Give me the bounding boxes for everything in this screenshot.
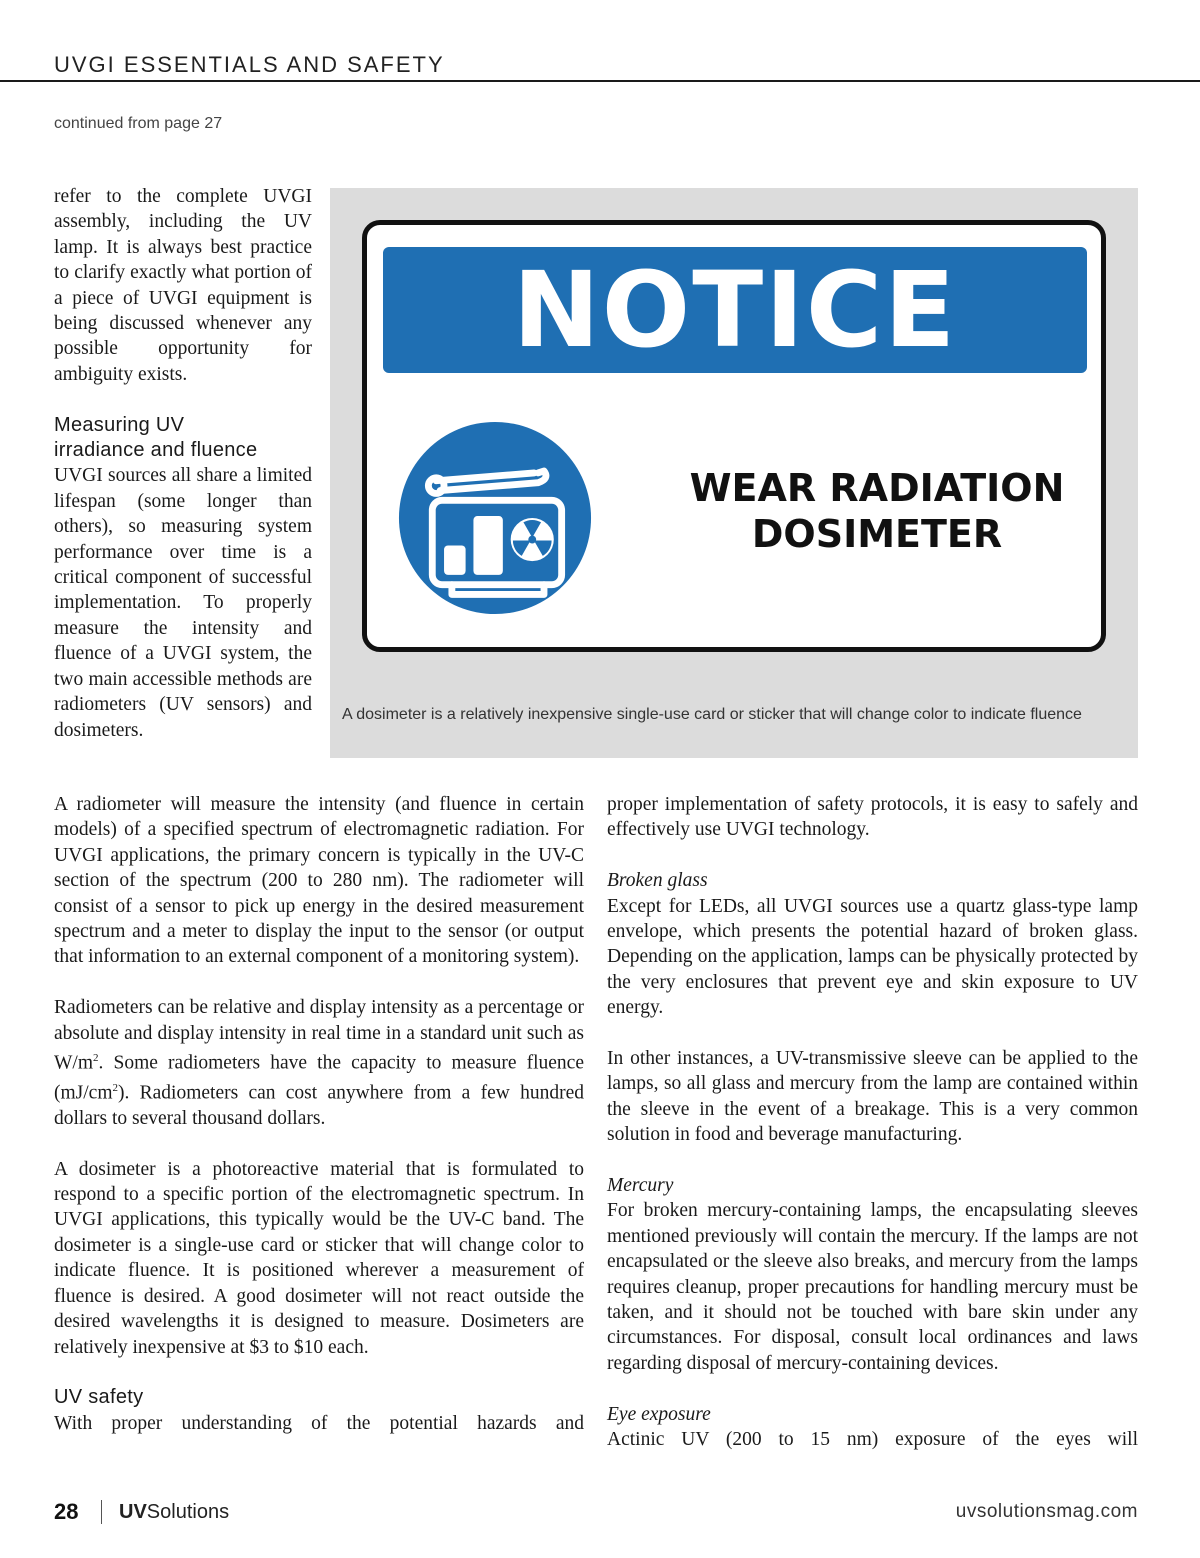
measuring-heading-line2: irradiance and fluence	[54, 439, 258, 462]
notice-sign	[362, 220, 1106, 652]
footer-brand: UVSolutions	[119, 1501, 230, 1523]
uv-safety-heading: UV safety	[54, 1386, 144, 1409]
dosimeter-paragraph: A dosimeter is a photoreactive material that is formulated to respond to a specific portion of the electromagnetic spectrum. In UVGI applications, this typically would be the UV-C band. The dosimeter is a single-use card or sticker that will change color to indicate fluence. It is positioned wherever a measurement of fluence is desired. A good dosimeter will not react outside the desired wavelengths it is designed to measure. Dosimeters are relatively inexpensive at $3 to $10 each.	[54, 1158, 584, 1358]
broken-glass-paragraph-1: Except for LEDs, all UVGI sources use a quartz glass-type lamp envelope, which presents the potential hazard of broken glass. Depending on the application, lamps can be physically protected by the very enclosures that prevent eye and skin exposure to UV energy.	[607, 895, 1138, 1019]
notice-banner-text: NOTICE	[512, 249, 958, 371]
measuring-paragraph: UVGI sources all share a limited lifespan (some longer than others), so measuring system performance over time is a critical component of successful implementation. To properly measure the intensity and fluence of a UVGI system, the two main accessible methods are radiometers (UV sensors) and dosimeters.	[54, 465, 312, 741]
broken-glass-paragraph-2: In other instances, a UV-transmissive sleeve can be applied to the lamps, so all glass and mercury from the lamp are contained within the sleeve in the event of a breakage. This is a very common solution in food and beverage manufacturing.	[607, 1048, 1138, 1146]
uv-safety-paragraph: With proper understanding of the potential hazards and	[54, 1412, 584, 1434]
radiometer-paragraph: A radiometer will measure the intensity (and fluence in certain models) of a specified spectrum of electromagnetic radiation. For UVGI applications, the primary concern is typically in the UV-C section of the spectrum (200 to 280 nm). The radiometer will consist of a sensor to pick up energy in the desired measurement spectrum and a meter to display the input to the sensor (or output that information to an external component of a monitoring system).	[54, 794, 584, 968]
intro-paragraph: refer to the complete UVGI assembly, including the UV lamp. It is always best practice to clarify exactly what portion of a piece of UVGI equipment is being discussed whenever any possible opportunity for ambiguity exists.	[54, 186, 312, 385]
radiometer-units-paragraph: Radiometers can be relative and display intensity as a percentage or absolute and display intensity in real time in a standard unit such as $W/m^2$. Some radiometers have the capacity to measure fluence $(mJ/cm^2)$. Radiometers can cost anywhere from a few hundred dollars to several thousand dollars.	[54, 997, 584, 1129]
measuring-heading-line1: Measuring UV	[54, 413, 185, 436]
footer-url: uvsolutionsmag.com	[955, 1501, 1138, 1522]
right-column	[607, 792, 1138, 1453]
page-number: 28	[54, 1499, 79, 1524]
notice-message-line1: WEAR RADIATION	[689, 466, 1065, 510]
notice-banner	[383, 247, 1087, 373]
broken-glass-heading: Broken glass	[607, 870, 708, 892]
notice-message-line2: DOSIMETER	[751, 512, 1003, 556]
section-header-title: UVGI ESSENTIALS AND SAFETY	[54, 52, 445, 77]
notice-figure	[330, 188, 1138, 758]
mercury-paragraph: For broken mercury-containing lamps, the encapsulating sleeves mentioned previously will contain the mercury. If the lamps are not encapsulated or the sleeve also breaks, and mercury from the lamps requires cleanup, proper precautions for handling mercury must be taken, and it should not be touched with bare skin under any circumstances. For disposal, consult local ordinances and laws regarding disposal of mercury-containing devices.	[607, 1200, 1138, 1374]
intro-column	[54, 184, 312, 743]
notice-message	[657, 465, 1097, 557]
header-divider	[0, 80, 1200, 82]
safety-continued-paragraph: proper implementation of safety protocols, it is easy to safely and effectively use UVGI technology.	[607, 794, 1138, 841]
eye-exposure-heading: Eye exposure	[607, 1403, 711, 1425]
left-column	[54, 792, 584, 1436]
mercury-heading: Mercury	[607, 1175, 674, 1197]
continued-note: continued from page 27	[54, 115, 223, 132]
eye-exposure-paragraph: Actinic UV (200 to 15 nm) exposure of the eyes will	[607, 1429, 1138, 1451]
footer-separator	[101, 1500, 102, 1524]
radiation-dosimeter-icon	[397, 420, 593, 616]
figure-caption: A dosimeter is a relatively inexpensive single-use card or sticker that will change color to indicate fluence	[342, 706, 1082, 723]
